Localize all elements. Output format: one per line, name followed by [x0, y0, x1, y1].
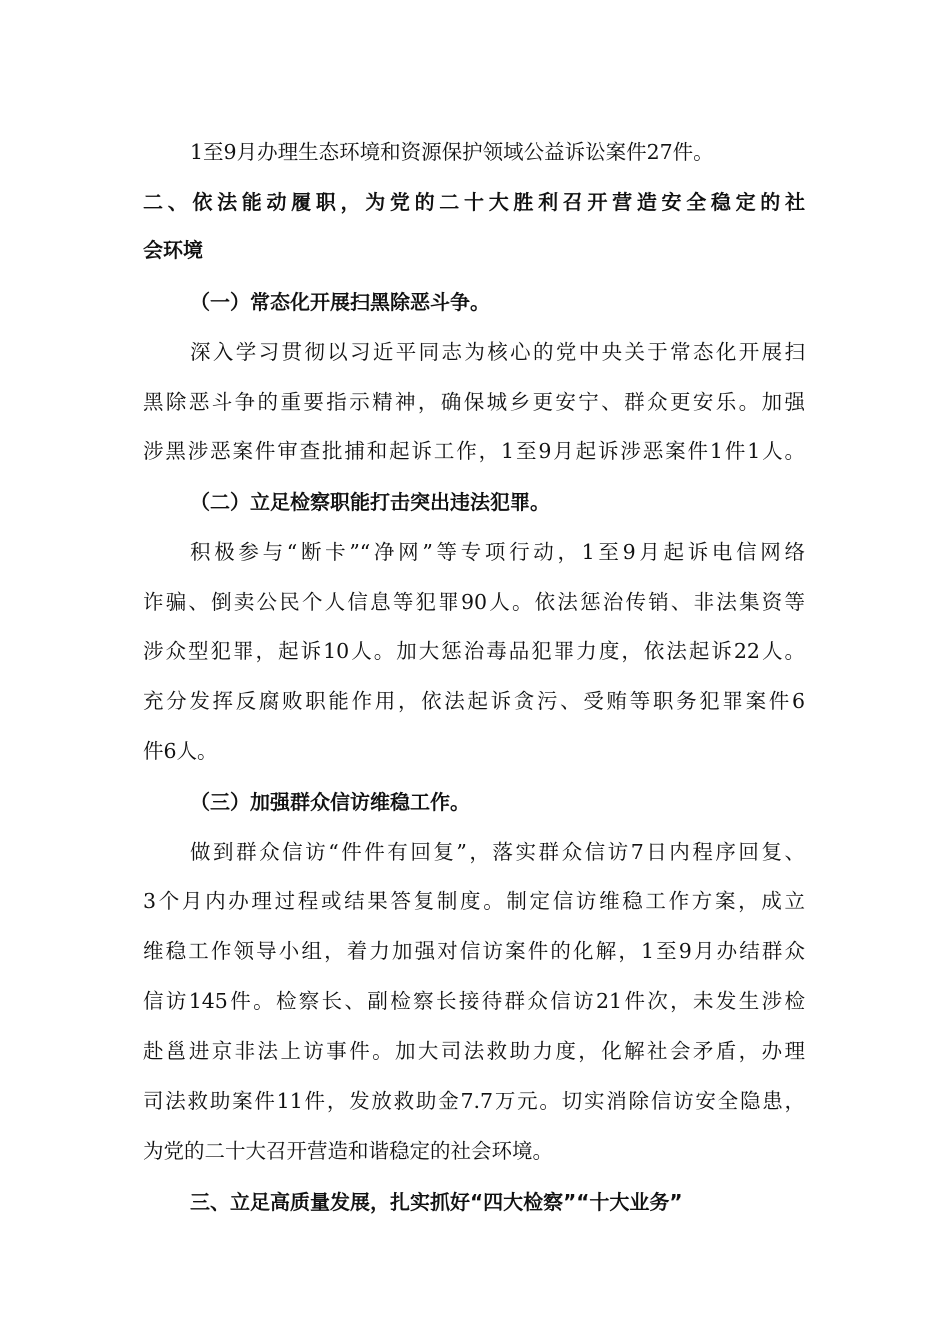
paragraph-line: 赴邕进京非法上访事件。加大司法救助力度，化解社会矛盾，办理: [143, 1039, 805, 1063]
paragraph-line: 维稳工作领导小组，着力加强对信访案件的化解，1至9月办结群众: [143, 939, 805, 963]
section-heading-2-line-1: 二、依法能动履职，为党的二十大胜利召开营造安全稳定的社: [143, 190, 805, 214]
paragraph-line: 3个月内办理过程或结果答复制度。制定信访维稳工作方案，成立: [143, 889, 805, 913]
paragraph-line: 件6人。: [143, 739, 218, 763]
paragraph-line: 信访145件。检察长、副检察长接待群众信访21件次，未发生涉检: [143, 989, 805, 1013]
paragraph-line: 司法救助案件11件，发放救助金7.7万元。切实消除信访安全隐患，: [143, 1089, 805, 1113]
paragraph-line: 做到群众信访“件件有回复”，落实群众信访7日内程序回复、: [190, 840, 805, 864]
paragraph-line: 诈骗、倒卖公民个人信息等犯罪90人。依法惩治传销、非法集资等: [143, 590, 805, 614]
paragraph-line: 涉黑涉恶案件审查批捕和起诉工作，1至9月起诉涉恶案件1件1人。: [143, 439, 805, 463]
subheading-1: （一）常态化开展扫黑除恶斗争。: [190, 290, 490, 314]
subheading-2: （二）立足检察职能打击突出违法犯罪。: [190, 490, 550, 514]
paragraph-line: 涉众型犯罪，起诉10人。加大惩治毒品犯罪力度，依法起诉22人。: [143, 639, 805, 663]
paragraph-continuation-line: 1至9月办理生态环境和资源保护领域公益诉讼案件27件。: [190, 140, 714, 164]
paragraph-line: 积极参与“断卡”“净网”等专项行动，1至9月起诉电信网络: [190, 540, 805, 564]
paragraph-line: 为党的二十大召开营造和谐稳定的社会环境。: [143, 1139, 553, 1163]
subheading-3: （三）加强群众信访维稳工作。: [190, 790, 470, 814]
paragraph-line: 黑除恶斗争的重要指示精神，确保城乡更安宁、群众更安乐。加强: [143, 390, 805, 414]
section-heading-3: 三、立足高质量发展，扎实抓好“四大检察”“十大业务”: [190, 1190, 683, 1214]
section-heading-2-line-2: 会环境: [143, 238, 203, 262]
paragraph-line: 深入学习贯彻以习近平同志为核心的党中央关于常态化开展扫: [190, 340, 805, 364]
paragraph-line: 充分发挥反腐败职能作用，依法起诉贪污、受贿等职务犯罪案件6: [143, 689, 805, 713]
